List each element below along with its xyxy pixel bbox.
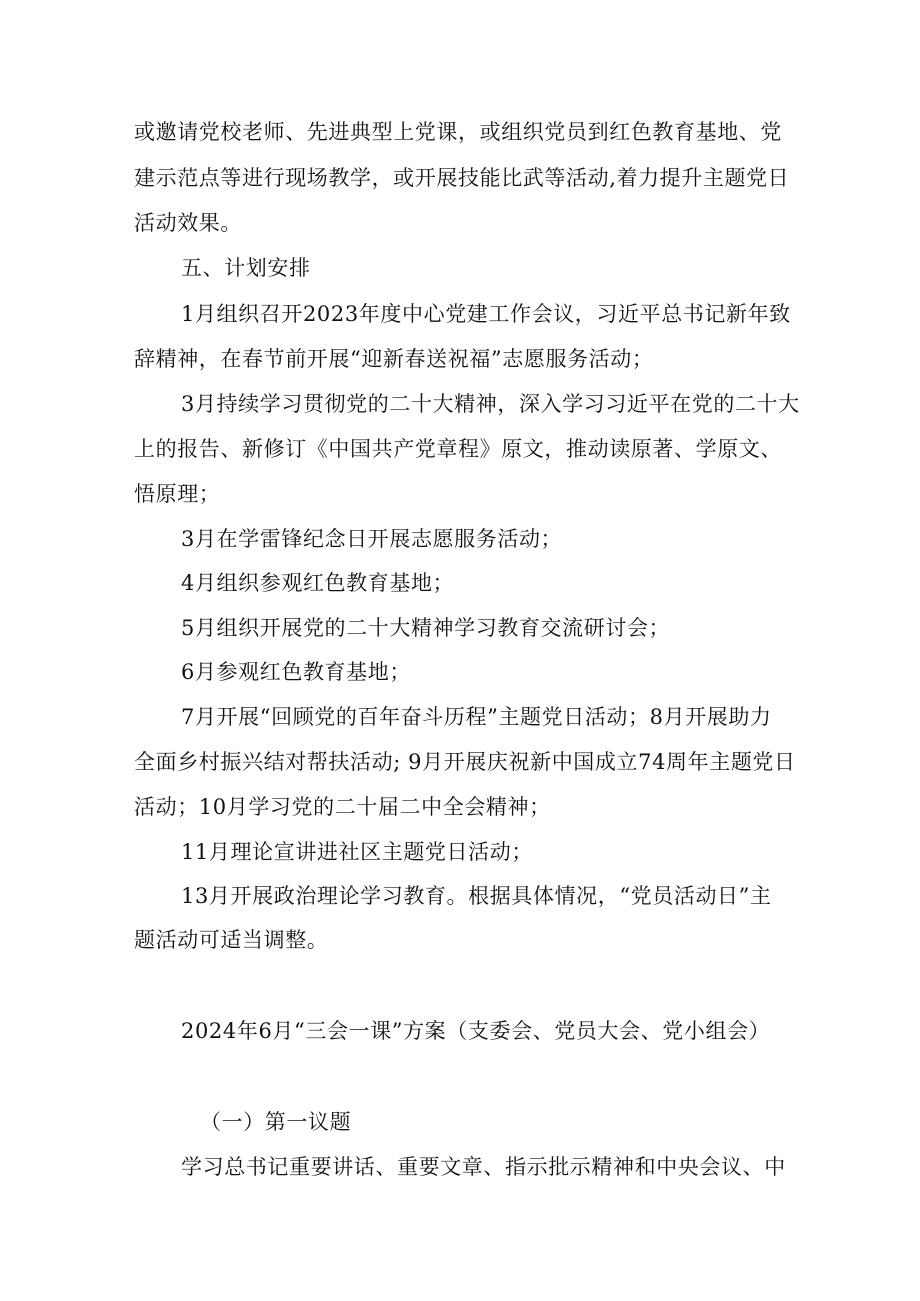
section-five-title: 五、计划安排 <box>181 256 311 280</box>
paragraph-apr: 4月组织参观红色教育基地； <box>181 571 455 595</box>
paragraph-dec-line-1: 13月开展政治理论学习教育。根据具体情况，“党员活动日”主 <box>181 884 772 908</box>
paragraph-may: 5月组织开展党的二十大精神学习教育交流研讨会； <box>181 616 671 640</box>
paragraph-mar1-line-1: 3月持续学习贯彻党的二十大精神，深入学习习近平在党的二十大 <box>181 392 800 416</box>
paragraph-jul-line-2: 全面乡村振兴结对帮扶活动; 9月开展庆祝新中国成立74周年主题党日 <box>134 750 796 774</box>
paragraph-topic-one: 学习总书记重要讲话、重要文章、指示批示精神和中央会议、中 <box>181 1155 786 1179</box>
paragraph-dec-line-2: 题活动可适当调整。 <box>134 928 329 952</box>
paragraph-jul-line-3: 活动；10月学习党的二十届二中全会精神； <box>134 795 551 819</box>
paragraph-jan-line-1: 1月组织召开2023年度中心党建工作会议，习近平总书记新年致 <box>181 302 791 326</box>
plan-title: 2024年6月“三会一课”方案（支委会、党员大会、党小组会） <box>181 1019 771 1043</box>
paragraph-intro-line-3: 活动效果。 <box>134 211 242 235</box>
paragraph-jan-line-2: 辞精神，在春节前开展“迎新春送祝福”志愿服务活动； <box>134 347 654 371</box>
paragraph-mar1-line-2: 上的报告、新修订《中国共产党章程》原文，推动读原著、学原文、 <box>134 437 782 461</box>
paragraph-nov: 11月理论宣讲进社区主题党日活动； <box>181 840 533 864</box>
paragraph-intro-line-2: 建示范点等进行现场教学，或开展技能比武等活动,着力提升主题党日 <box>134 166 790 190</box>
paragraph-jul-line-1: 7月开展“回顾党的百年奋斗历程”主题党日活动；8月开展助力 <box>181 705 772 729</box>
topic-one-heading: （一）第一议题 <box>200 1110 352 1134</box>
paragraph-mar2: 3月在学雷锋纪念日开展志愿服务活动； <box>181 527 563 551</box>
paragraph-intro-line-1: 或邀请党校老师、先进典型上党课，或组织党员到红色教育基地、党 <box>134 120 782 144</box>
paragraph-mar1-line-3: 悟原理； <box>134 482 221 506</box>
paragraph-jun: 6月参观红色教育基地； <box>181 660 411 684</box>
